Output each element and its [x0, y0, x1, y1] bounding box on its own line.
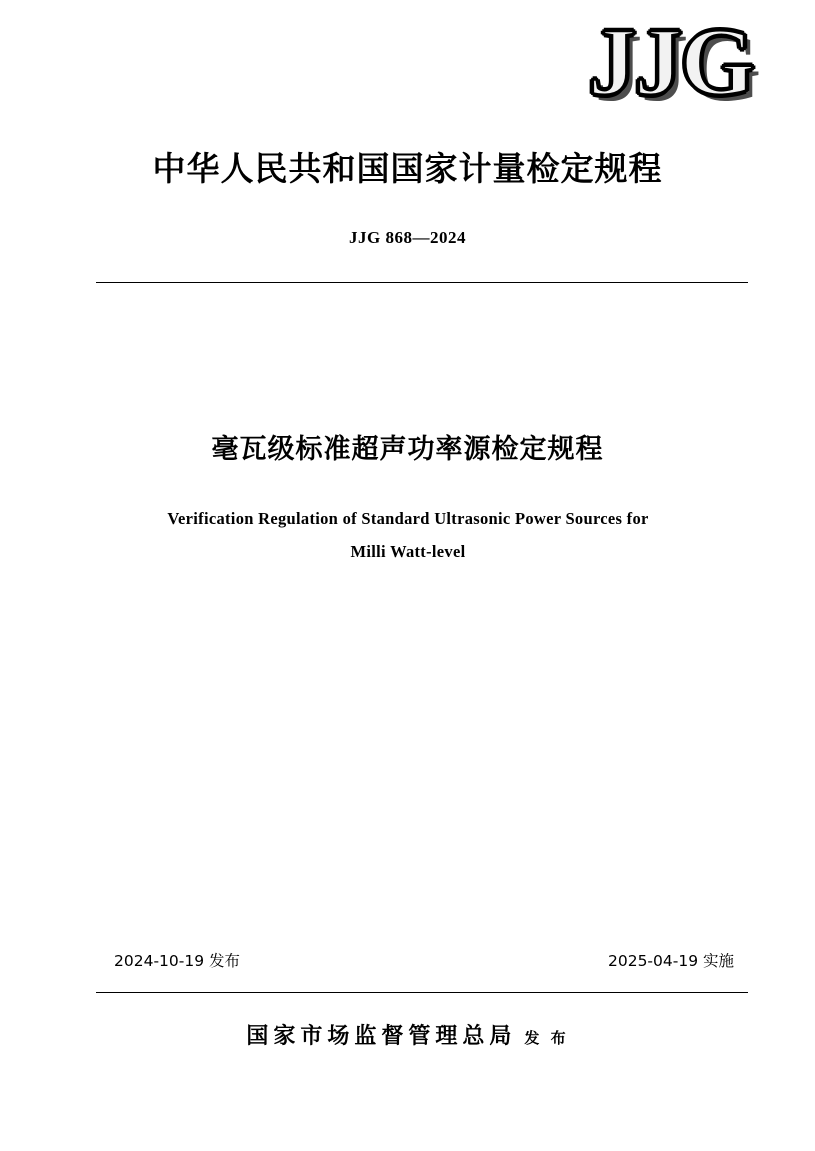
- regulation-title-english-line1: Verification Regulation of Standard Ultrasonic Power Sources for: [167, 509, 649, 528]
- issuer-organization: 国家市场监督管理总局: [246, 1024, 517, 1049]
- date-row: [96, 949, 748, 971]
- jjg-logo-container: [0, 8, 753, 115]
- regulation-title-chinese: 毫瓦级标准超声功率源检定规程: [211, 434, 604, 465]
- divider-top: [96, 282, 748, 283]
- document-code: JJG 868—2024: [349, 228, 466, 247]
- national-standard-title: 中华人民共和国国家计量检定规程: [152, 149, 663, 188]
- regulation-title-english-line2: Milli Watt-level: [350, 542, 466, 561]
- issue-date: 2024-10-19 发布: [114, 952, 241, 970]
- effective-date: 2025-04-19 实施: [607, 952, 734, 970]
- divider-bottom: [96, 992, 748, 993]
- issuer-line: [0, 1019, 815, 1050]
- regulation-title-english: [112, 502, 704, 568]
- jjg-logo-icon: JJG: [588, 8, 753, 115]
- issuer-verb: 发 布: [524, 1029, 569, 1047]
